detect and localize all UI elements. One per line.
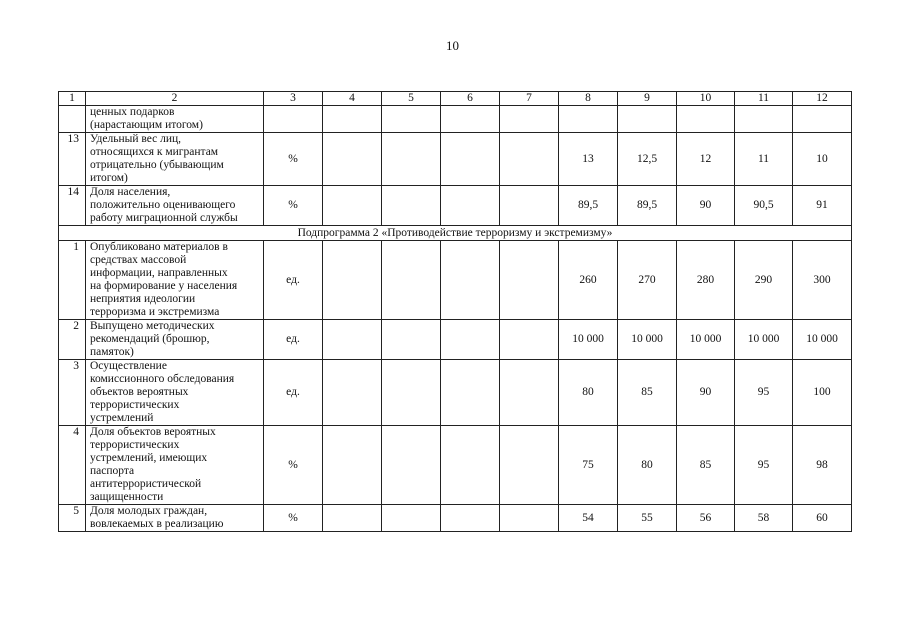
table-row xyxy=(59,186,852,226)
row-number: 14 xyxy=(59,186,86,226)
value-cell-col-7 xyxy=(500,241,559,320)
subprogram-title: Подпрограмма 2 «Противодействие терроризму и экстремизму» xyxy=(59,226,852,241)
unit-cell: ед. xyxy=(264,360,323,426)
table-row xyxy=(59,426,852,505)
value-cell-col-5 xyxy=(382,106,441,133)
value-cell-col-10: 90 xyxy=(677,186,735,226)
value-cell-col-7 xyxy=(500,106,559,133)
indicator-name: Осуществление комиссионного обследования объектов вероятных террористических устремлений xyxy=(86,360,264,426)
value-cell-col-11: 90,5 xyxy=(735,186,793,226)
value-cell-col-11: 10 000 xyxy=(735,320,793,360)
value-cell-col-11: 11 xyxy=(735,133,793,186)
unit-cell: ед. xyxy=(264,241,323,320)
row-number: 3 xyxy=(59,360,86,426)
value-cell-col-5 xyxy=(382,360,441,426)
indicator-name: ценных подарков (нарастающим итогом) xyxy=(86,106,264,133)
header-cell-10: 10 xyxy=(677,92,735,106)
table-row xyxy=(59,106,852,133)
header-cell-7: 7 xyxy=(500,92,559,106)
table-row xyxy=(59,360,852,426)
value-cell-col-11: 95 xyxy=(735,360,793,426)
row-number: 5 xyxy=(59,505,86,532)
value-cell-col-12: 10 000 xyxy=(793,320,852,360)
value-cell-col-9 xyxy=(618,106,677,133)
header-cell-3: 3 xyxy=(264,92,323,106)
value-cell-col-7 xyxy=(500,320,559,360)
value-cell-col-10 xyxy=(677,106,735,133)
table-row xyxy=(59,133,852,186)
value-cell-col-4 xyxy=(323,133,382,186)
header-cell-4: 4 xyxy=(323,92,382,106)
indicator-name: Опубликовано материалов в средствах массовой информации, направленных на формирование у населения неприятия идеологии терроризма и экстремизма xyxy=(86,241,264,320)
unit-cell: % xyxy=(264,505,323,532)
value-cell-col-9: 80 xyxy=(618,426,677,505)
value-cell-col-6 xyxy=(441,360,500,426)
indicator-name: Доля молодых граждан, вовлекаемых в реализацию xyxy=(86,505,264,532)
indicator-name: Удельный вес лиц, относящихся к мигрантам отрицательно (убывающим итогом) xyxy=(86,133,264,186)
value-cell-col-6 xyxy=(441,106,500,133)
value-cell-col-6 xyxy=(441,186,500,226)
value-cell-col-12: 100 xyxy=(793,360,852,426)
header-cell-2: 2 xyxy=(86,92,264,106)
table-row xyxy=(59,241,852,320)
indicator-name: Выпущено методических рекомендаций (брошюр, памяток) xyxy=(86,320,264,360)
value-cell-col-6 xyxy=(441,133,500,186)
value-cell-col-8 xyxy=(559,106,618,133)
table-body xyxy=(59,92,852,532)
header-cell-9: 9 xyxy=(618,92,677,106)
value-cell-col-5 xyxy=(382,186,441,226)
unit-cell: % xyxy=(264,133,323,186)
value-cell-col-4 xyxy=(323,505,382,532)
value-cell-col-8: 260 xyxy=(559,241,618,320)
value-cell-col-8: 13 xyxy=(559,133,618,186)
indicators-table xyxy=(58,91,852,532)
header-cell-11: 11 xyxy=(735,92,793,106)
value-cell-col-6 xyxy=(441,241,500,320)
value-cell-col-9: 55 xyxy=(618,505,677,532)
value-cell-col-8: 89,5 xyxy=(559,186,618,226)
header-cell-1: 1 xyxy=(59,92,86,106)
value-cell-col-6 xyxy=(441,426,500,505)
value-cell-col-4 xyxy=(323,106,382,133)
indicator-name: Доля населения, положительно оценивающего работу миграционной службы xyxy=(86,186,264,226)
row-number: 4 xyxy=(59,426,86,505)
value-cell-col-5 xyxy=(382,320,441,360)
value-cell-col-8: 75 xyxy=(559,426,618,505)
value-cell-col-11 xyxy=(735,106,793,133)
header-cell-12: 12 xyxy=(793,92,852,106)
page-number: 10 xyxy=(446,38,459,53)
row-number: 1 xyxy=(59,241,86,320)
value-cell-col-4 xyxy=(323,320,382,360)
value-cell-col-5 xyxy=(382,133,441,186)
value-cell-col-12: 10 xyxy=(793,133,852,186)
value-cell-col-10: 85 xyxy=(677,426,735,505)
value-cell-col-7 xyxy=(500,360,559,426)
row-number: 13 xyxy=(59,133,86,186)
value-cell-col-7 xyxy=(500,426,559,505)
unit-cell: ед. xyxy=(264,320,323,360)
value-cell-col-4 xyxy=(323,360,382,426)
value-cell-col-5 xyxy=(382,426,441,505)
value-cell-col-12: 98 xyxy=(793,426,852,505)
value-cell-col-5 xyxy=(382,241,441,320)
table-row xyxy=(59,505,852,532)
unit-cell: % xyxy=(264,186,323,226)
value-cell-col-7 xyxy=(500,133,559,186)
header-cell-8: 8 xyxy=(559,92,618,106)
value-cell-col-8: 80 xyxy=(559,360,618,426)
value-cell-col-6 xyxy=(441,505,500,532)
indicator-name: Доля объектов вероятных террористических устремлений, имеющих паспорта антитеррористической защищенности xyxy=(86,426,264,505)
value-cell-col-9: 270 xyxy=(618,241,677,320)
value-cell-col-12 xyxy=(793,106,852,133)
value-cell-col-9: 85 xyxy=(618,360,677,426)
value-cell-col-12: 60 xyxy=(793,505,852,532)
unit-cell: % xyxy=(264,426,323,505)
value-cell-col-6 xyxy=(441,320,500,360)
row-number xyxy=(59,106,86,133)
value-cell-col-8: 54 xyxy=(559,505,618,532)
header-cell-5: 5 xyxy=(382,92,441,106)
value-cell-col-4 xyxy=(323,186,382,226)
value-cell-col-9: 89,5 xyxy=(618,186,677,226)
value-cell-col-11: 290 xyxy=(735,241,793,320)
value-cell-col-10: 280 xyxy=(677,241,735,320)
subprogram-row xyxy=(59,226,852,241)
header-cell-6: 6 xyxy=(441,92,500,106)
value-cell-col-10: 56 xyxy=(677,505,735,532)
value-cell-col-7 xyxy=(500,505,559,532)
value-cell-col-4 xyxy=(323,426,382,505)
value-cell-col-10: 90 xyxy=(677,360,735,426)
value-cell-col-10: 12 xyxy=(677,133,735,186)
value-cell-col-10: 10 000 xyxy=(677,320,735,360)
table-row xyxy=(59,320,852,360)
value-cell-col-9: 12,5 xyxy=(618,133,677,186)
value-cell-col-5 xyxy=(382,505,441,532)
value-cell-col-4 xyxy=(323,241,382,320)
value-cell-col-7 xyxy=(500,186,559,226)
value-cell-col-12: 300 xyxy=(793,241,852,320)
value-cell-col-9: 10 000 xyxy=(618,320,677,360)
header-row xyxy=(59,92,852,106)
value-cell-col-12: 91 xyxy=(793,186,852,226)
unit-cell xyxy=(264,106,323,133)
value-cell-col-11: 95 xyxy=(735,426,793,505)
value-cell-col-11: 58 xyxy=(735,505,793,532)
value-cell-col-8: 10 000 xyxy=(559,320,618,360)
row-number: 2 xyxy=(59,320,86,360)
